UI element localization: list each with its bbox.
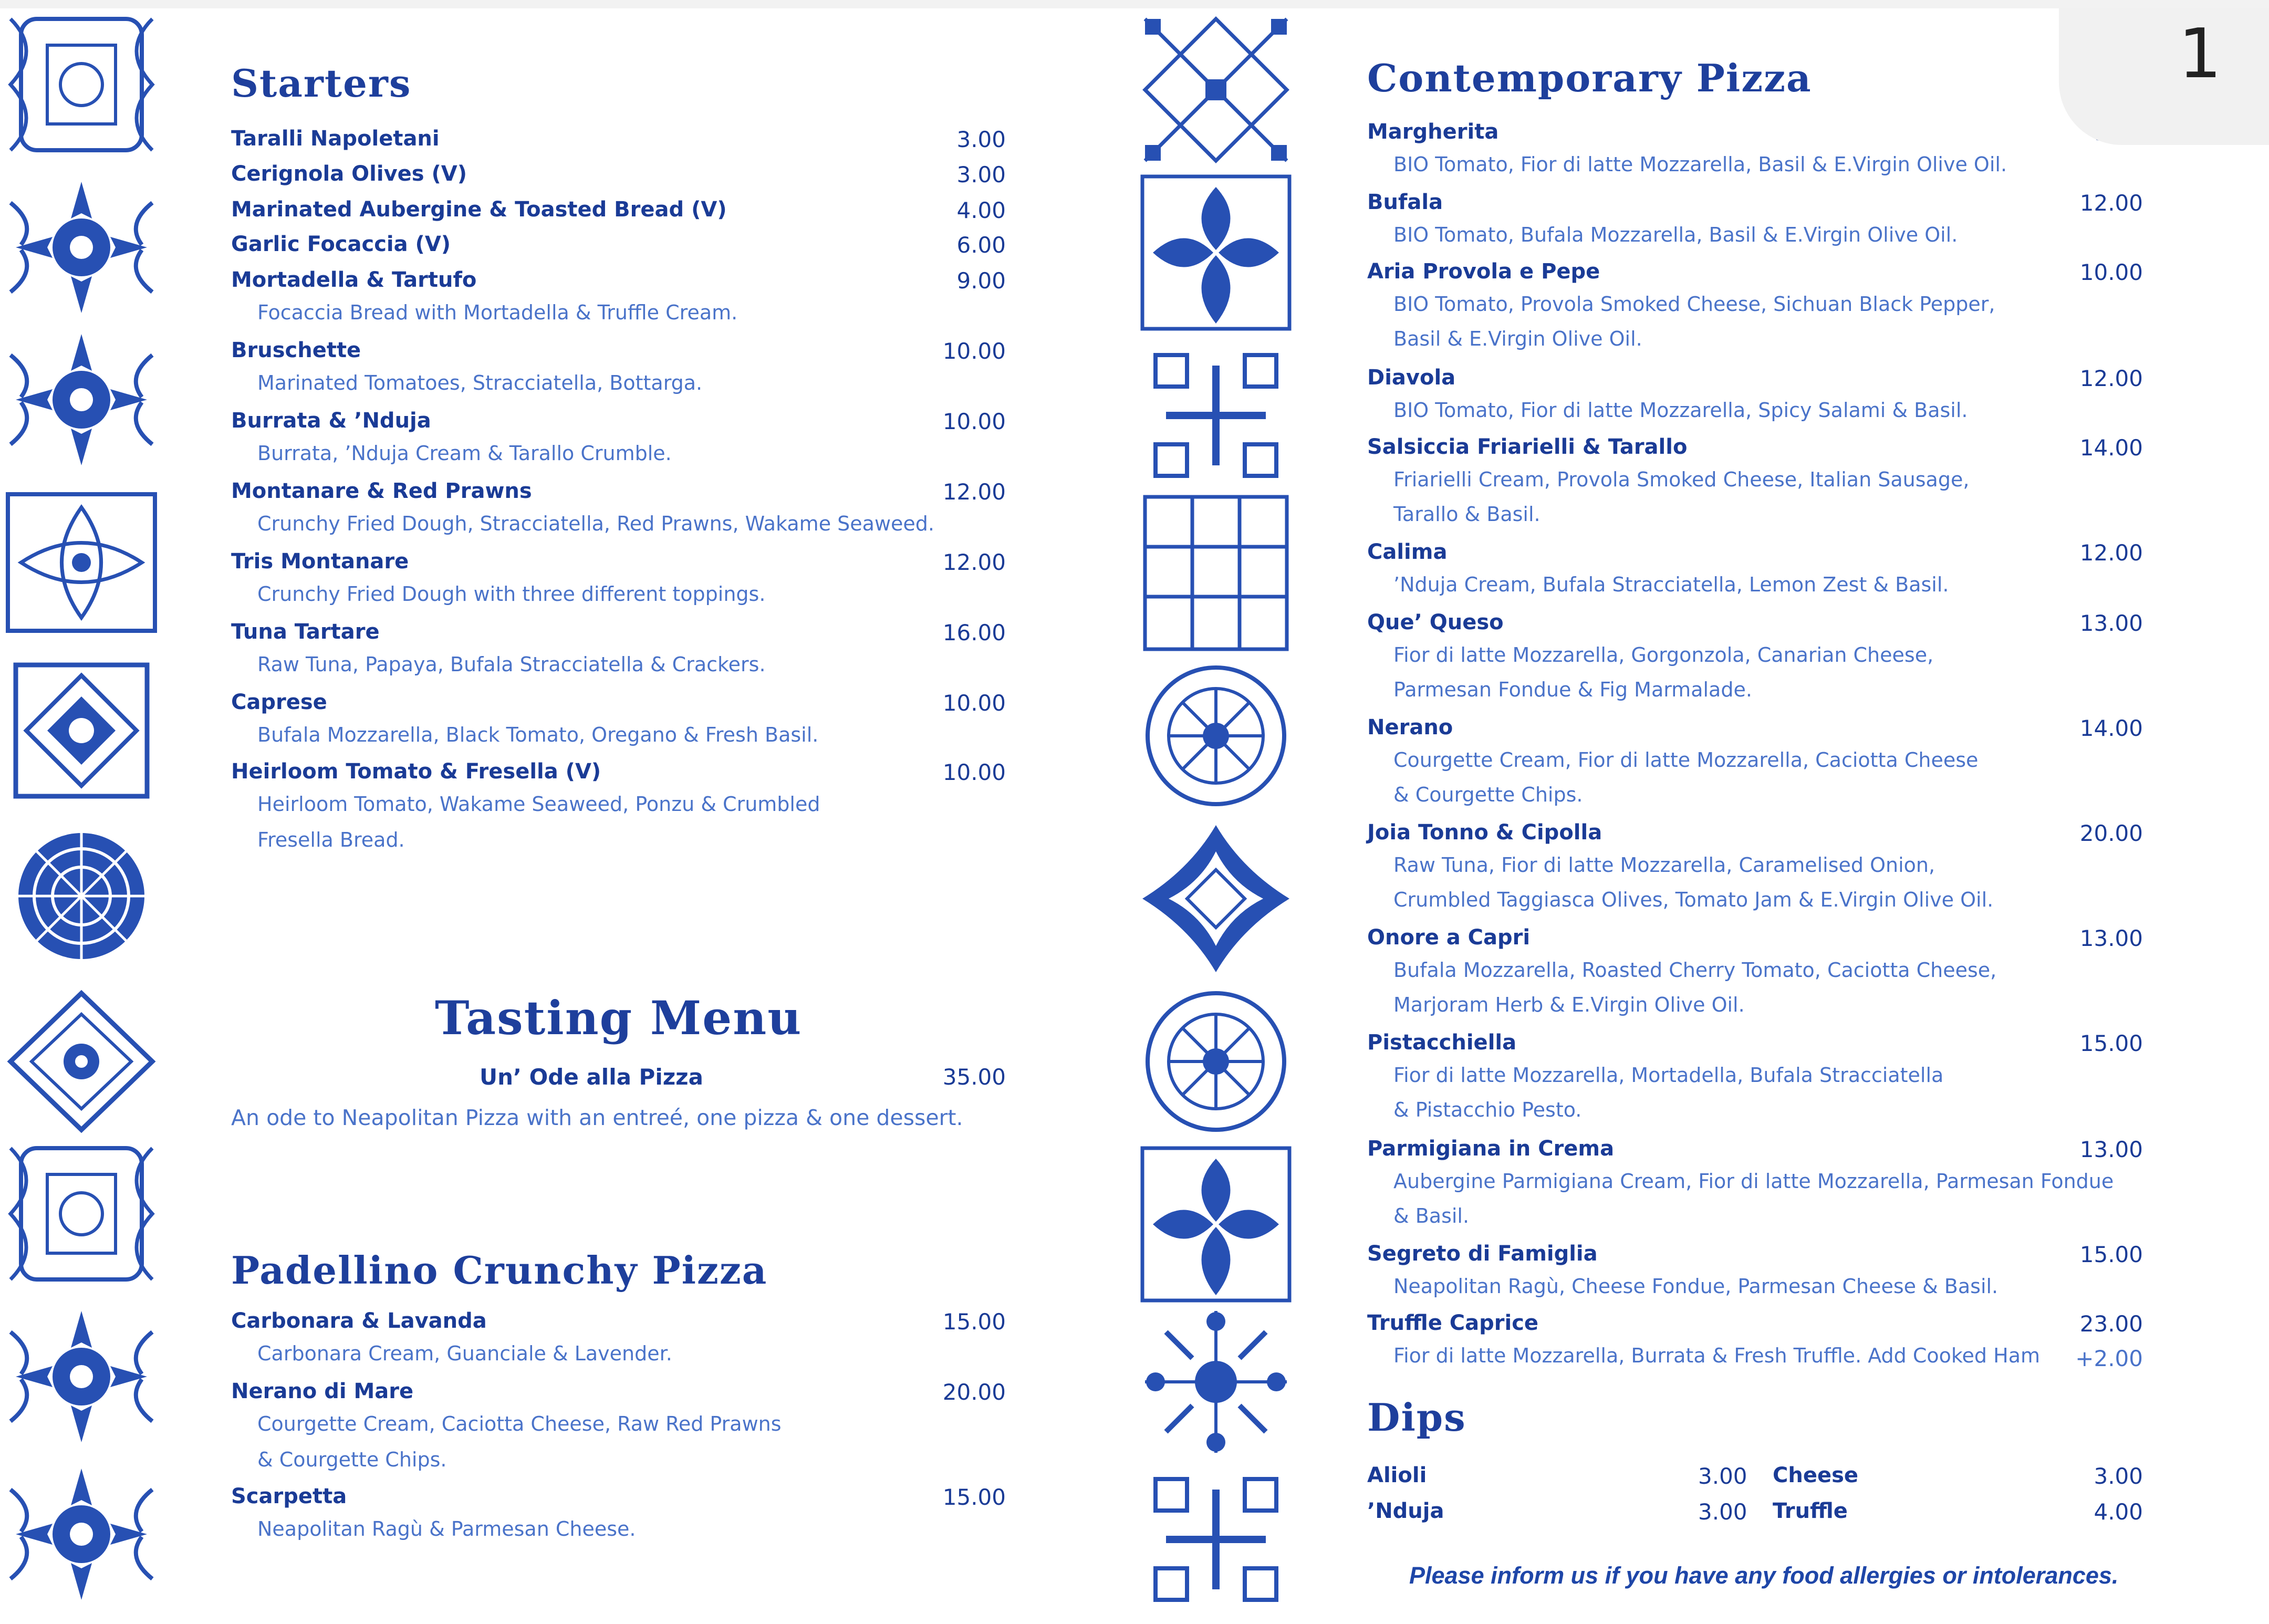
padellino-item-name: Nerano di Mare [231, 1379, 414, 1403]
pizza-item [1367, 259, 2143, 291]
starter-item [231, 268, 1006, 299]
starter-item-price: 10.00 [942, 409, 1006, 434]
starter-item-desc: Crunchy Fried Dough with three different toppings. [257, 582, 766, 606]
starter-item [231, 338, 1006, 370]
starter-item-price: 10.00 [942, 690, 1006, 716]
starter-item-name: Tris Montanare [231, 549, 409, 574]
starter-item-price: 12.00 [942, 479, 1006, 505]
pizza-item-name: Segreto di Famiglia [1367, 1242, 1598, 1266]
pizza-item-price: 13.00 [2079, 610, 2143, 636]
pizza-item [1367, 1030, 2143, 1062]
starter-item-name: Montanare & Red Prawns [231, 479, 532, 503]
pizza-item [1367, 435, 2143, 466]
pizza-item-price: 15.00 [2079, 1242, 2143, 1267]
pizza-item-price: 12.00 [2079, 190, 2143, 216]
starter-item-price: 3.00 [956, 127, 1006, 152]
pizza-item-price: 23.00 [2079, 1311, 2143, 1337]
dip-price: 3.00 [1698, 1463, 1747, 1489]
starter-item-name: Taralli Napoletani [231, 127, 440, 151]
starter-item-desc: Focaccia Bread with Mortadella & Truffle Cream. [257, 301, 738, 324]
starter-item-desc: Fresella Bread. [257, 828, 405, 851]
contemporary-title: Contemporary Pizza [1367, 56, 1812, 100]
starter-item-price: 6.00 [956, 232, 1006, 258]
pizza-item-desc: Crumbled Taggiasca Olives, Tomato Jam & E.Virgin Olive Oil. [1393, 888, 1994, 911]
pizza-item [1367, 1242, 2143, 1273]
pizza-item-price: 12.00 [2079, 366, 2143, 391]
pizza-item-price: 15.00 [2079, 1030, 2143, 1056]
pizza-item-desc: & Courgette Chips. [1393, 783, 1583, 806]
menu-page [0, 8, 2269, 1624]
starter-item [231, 549, 1006, 581]
pizza-item [1367, 1137, 2143, 1168]
pizza-item-name: Joia Tonno & Cipolla [1367, 820, 1602, 845]
pizza-item [1367, 715, 2143, 747]
pizza-item-price: 14.00 [2079, 435, 2143, 461]
starter-item-price: 10.00 [942, 338, 1006, 364]
pizza-item [1367, 610, 2143, 642]
pizza-item-name: Onore a Capri [1367, 925, 1531, 950]
starter-item-price: 16.00 [942, 620, 1006, 646]
tasting-menu-title: Tasting Menu [435, 991, 803, 1045]
dips-title: Dips [1367, 1395, 1466, 1440]
padellino-item [231, 1379, 1006, 1411]
pizza-item-desc: Fior di latte Mozzarella, Gorgonzola, Canarian Cheese, [1393, 643, 1934, 667]
pizza-item-desc: BIO Tomato, Fior di latte Mozzarella, Spicy Salami & Basil. [1393, 399, 1968, 422]
starter-item [231, 479, 1006, 511]
pizza-item-name: Bufala [1367, 190, 1443, 214]
pizza-item-desc: Tarallo & Basil. [1393, 503, 1541, 526]
starter-item-price: 10.00 [942, 759, 1006, 785]
pizza-item-name: Diavola [1367, 366, 1456, 390]
pizza-item-name: Margherita [1367, 120, 1499, 144]
pizza-item-desc: Fior di latte Mozzarella, Burrata & Fresh Truffle. Add Cooked Ham [1393, 1344, 2041, 1367]
padellino-item-name: Carbonara & Lavanda [231, 1309, 487, 1333]
pizza-item [1367, 190, 2143, 222]
padellino-item-price: 15.00 [942, 1309, 1006, 1335]
starter-item-name: Caprese [231, 690, 327, 714]
starter-item-name: Garlic Focaccia (V) [231, 232, 451, 256]
tasting-item-name: Un’ Ode alla Pizza [480, 1064, 703, 1090]
dip-name: Cheese [1773, 1463, 1859, 1487]
pizza-item-desc: BIO Tomato, Bufala Mozzarella, Basil & E.Virgin Olive Oil. [1393, 223, 1958, 246]
pizza-item [1367, 1311, 2143, 1342]
padellino-item [231, 1484, 1006, 1516]
starter-item [231, 409, 1006, 440]
dip-name: Truffle [1773, 1499, 1848, 1523]
starter-item-name: Burrata & ’Nduja [231, 409, 431, 433]
starter-item [231, 620, 1006, 651]
pizza-item [1367, 120, 2143, 151]
pizza-item-desc: Fior di latte Mozzarella, Mortadella, Bufala Stracciatella [1393, 1064, 1944, 1087]
pizza-item-desc: Parmesan Fondue & Fig Marmalade. [1393, 678, 1752, 701]
pizza-item-desc: Courgette Cream, Fior di latte Mozzarella, Caciotta Cheese [1393, 748, 1979, 772]
left-column [231, 8, 1006, 1624]
starter-item-price: 4.00 [956, 197, 1006, 223]
pizza-item-desc: Aubergine Parmigiana Cream, Fior di latte Mozzarella, Parmesan Fondue [1393, 1170, 2114, 1193]
pizza-item-price: 13.00 [2079, 1137, 2143, 1162]
pizza-item-name: Que’ Queso [1367, 610, 1504, 634]
padellino-item-desc: Carbonara Cream, Guanciale & Lavender. [257, 1342, 672, 1365]
starters-title: Starters [231, 61, 412, 106]
dip-name: Alioli [1367, 1463, 1427, 1487]
pizza-item-price: 13.00 [2079, 925, 2143, 951]
pizza-item-name: Nerano [1367, 715, 1453, 740]
starter-item-desc: Bufala Mozzarella, Black Tomato, Oregano & Fresh Basil. [257, 723, 819, 746]
dip-price: 3.00 [1698, 1499, 1747, 1525]
page-corner [2059, 8, 2269, 145]
pizza-item-price: 14.00 [2079, 715, 2143, 741]
pizza-item [1367, 540, 2143, 571]
starter-item-name: Bruschette [231, 338, 361, 362]
padellino-item-desc: & Courgette Chips. [257, 1448, 447, 1471]
pizza-item-name: Parmigiana in Crema [1367, 1137, 1615, 1161]
starter-item [231, 759, 1006, 791]
dip-price: 4.00 [2094, 1499, 2143, 1525]
pizza-item-name: Salsiccia Friarielli & Tarallo [1367, 435, 1688, 459]
starter-item-price: 3.00 [956, 162, 1006, 188]
pizza-item-desc: BIO Tomato, Provola Smoked Cheese, Sichuan Black Pepper, [1393, 293, 1995, 316]
tasting-item-desc: An ode to Neapolitan Pizza with an entreé, one pizza & one dessert. [231, 1105, 963, 1130]
padellino-item-price: 20.00 [942, 1379, 1006, 1405]
pizza-item-desc: Neapolitan Ragù, Cheese Fondue, Parmesan Cheese & Basil. [1393, 1275, 1999, 1298]
pizza-item-desc: Friarielli Cream, Provola Smoked Cheese, Italian Sausage, [1393, 468, 1970, 491]
pizza-item-name: Calima [1367, 540, 1448, 564]
padellino-item-desc: Courgette Cream, Caciotta Cheese, Raw Red Prawns [257, 1412, 782, 1435]
starter-item [231, 197, 1006, 229]
starter-item-desc: Crunchy Fried Dough, Stracciatella, Red Prawns, Wakame Seaweed. [257, 512, 934, 535]
pizza-item-price: 12.00 [2079, 540, 2143, 566]
starter-item [231, 232, 1006, 264]
dip-price: 3.00 [2094, 1463, 2143, 1489]
dip-name: ’Nduja [1367, 1499, 1444, 1523]
tasting-item-price: 35.00 [942, 1064, 1006, 1090]
dips-grid [1367, 1463, 2143, 1537]
page-number: 1 [2178, 14, 2222, 93]
pizza-item-extra-price: +2.00 [2075, 1346, 2143, 1371]
pizza-item-desc: Bufala Mozzarella, Roasted Cherry Tomato, Caciotta Cheese, [1393, 959, 1997, 982]
pizza-item [1367, 820, 2143, 852]
pizza-item [1367, 925, 2143, 957]
padellino-title: Padellino Crunchy Pizza [231, 1248, 768, 1293]
pizza-item-desc: & Pistacchio Pesto. [1393, 1098, 1582, 1121]
pizza-item-price: 10.00 [2079, 259, 2143, 285]
pizza-item-name: Pistacchiella [1367, 1030, 1517, 1055]
pizza-item-desc: BIO Tomato, Fior di latte Mozzarella, Basil & E.Virgin Olive Oil. [1393, 153, 2007, 176]
starter-item-desc: Raw Tuna, Papaya, Bufala Stracciatella & Crackers. [257, 653, 766, 676]
padellino-item-desc: Neapolitan Ragù & Parmesan Cheese. [257, 1517, 636, 1540]
starter-item-desc: Heirloom Tomato, Wakame Seaweed, Ponzu & Crumbled [257, 793, 820, 816]
pizza-item-desc: Basil & E.Virgin Olive Oil. [1393, 327, 1642, 350]
pizza-item [1367, 366, 2143, 397]
left-tile-strip [0, 8, 163, 1624]
pizza-item-desc: Raw Tuna, Fior di latte Mozzarella, Caramelised Onion, [1393, 853, 1935, 877]
starter-item-desc: Marinated Tomatoes, Stracciatella, Bottarga. [257, 371, 703, 394]
starter-item-name: Mortadella & Tartufo [231, 268, 477, 292]
allergy-note: Please inform us if you have any food allergies or intolerances. [1409, 1562, 2119, 1589]
starter-item [231, 690, 1006, 722]
starter-item-name: Tuna Tartare [231, 620, 380, 644]
pizza-item-name: Aria Provola e Pepe [1367, 259, 1600, 284]
pizza-item-name: Truffle Caprice [1367, 1311, 1539, 1335]
starter-item-price: 12.00 [942, 549, 1006, 575]
pizza-item-desc: ’Nduja Cream, Bufala Stracciatella, Lemon Zest & Basil. [1393, 573, 1949, 596]
pizza-item-price: 20.00 [2079, 820, 2143, 846]
starter-item-name: Cerignola Olives (V) [231, 162, 467, 186]
starter-item-name: Marinated Aubergine & Toasted Bread (V) [231, 197, 727, 222]
pizza-item-desc: Marjoram Herb & E.Virgin Olive Oil. [1393, 993, 1745, 1016]
padellino-item-price: 15.00 [942, 1484, 1006, 1510]
pizza-item-desc: & Basil. [1393, 1204, 1470, 1227]
center-tile-strip [1134, 8, 1297, 1624]
starter-item-name: Heirloom Tomato & Fresella (V) [231, 759, 601, 784]
starter-item-price: 9.00 [956, 268, 1006, 294]
padellino-item [231, 1309, 1006, 1340]
starter-item [231, 162, 1006, 193]
starter-item-desc: Burrata, ’Nduja Cream & Tarallo Crumble. [257, 442, 672, 465]
tasting-item [231, 1064, 1006, 1096]
padellino-item-name: Scarpetta [231, 1484, 347, 1508]
right-column [1367, 8, 2143, 1624]
starter-item [231, 127, 1006, 158]
